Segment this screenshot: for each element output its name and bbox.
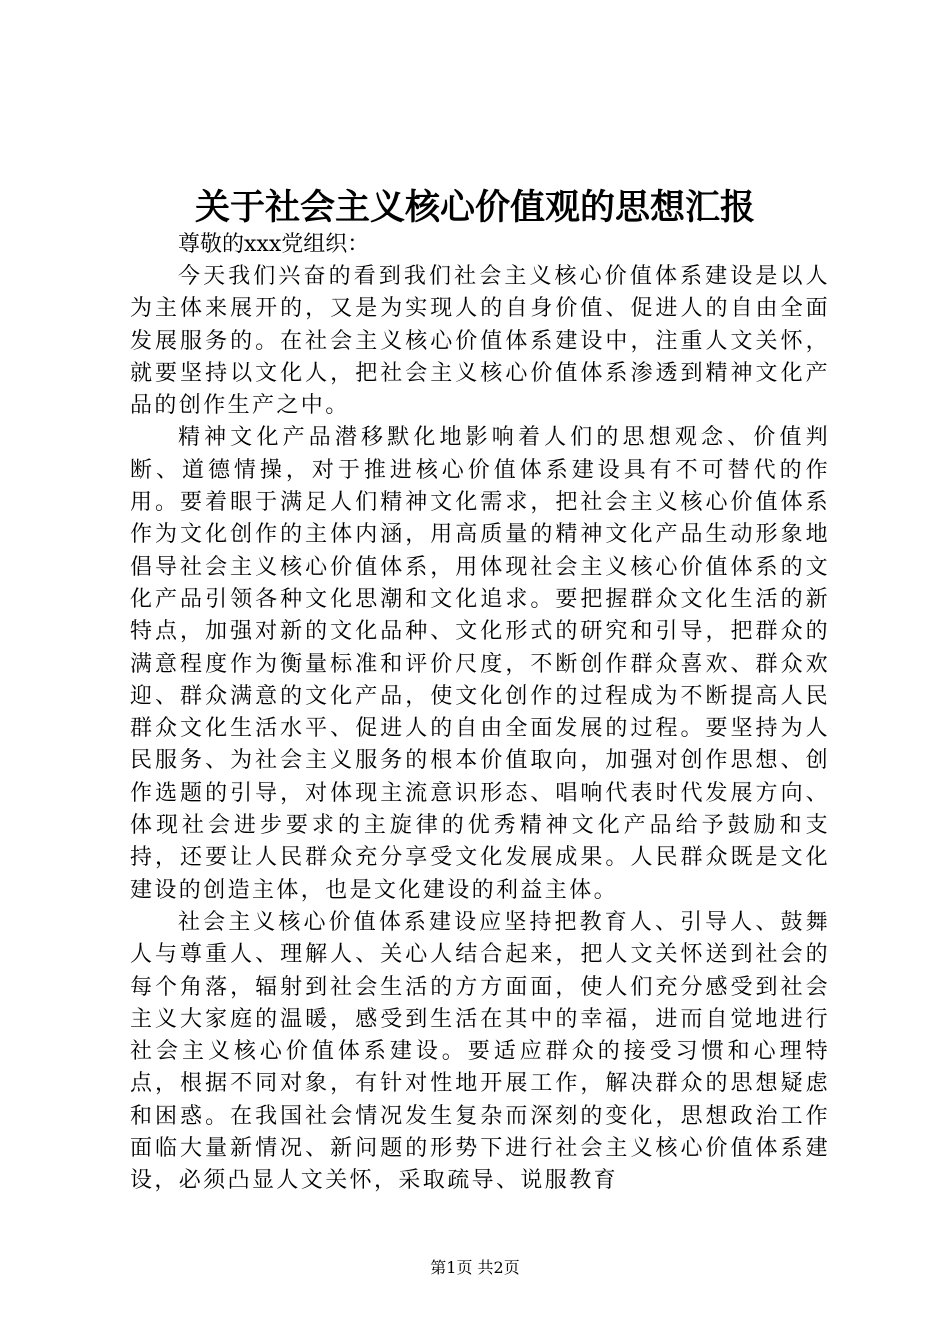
document-title: 关于社会主义核心价值观的思想汇报 <box>194 187 755 228</box>
document-body <box>130 229 830 1198</box>
paragraph-2: 精神文化产品潜移默化地影响着人们的思想观念、价值判断、道德情操，对于推进核心价值体系建设具有不可替代的作用。要着眼于满足人们精神文化需求，把社会主义核心价值体系作为文化创作的主体内涵，用高质量的精神文化产品生动形象地倡导社会主义核心价值体系，用体现社会主义核心价值体系的文化产品引领各种文化思潮和文化追求。要把握群众文化生活的新特点，加强对新的文化品种、文化形式的研究和引导，把群众的满意程度作为衡量标准和评价尺度，不断创作群众喜欢、群众欢迎、群众满意的文化产品，使文化创作的过程成为不断提高人民群众文化生活水平、促进人的自由全面发展的过程。要坚持为人民服务、为社会主义服务的根本价值取向，加强对创作思想、创作选题的引导，对体现主流意识形态、唱响代表时代发展方向、体现社会进步要求的主旋律的优秀精神文化产品给予鼓励和支持，还要让人民群众充分享受文化发展成果。人民群众既是文化建设的创造主体，也是文化建设的利益主体。 <box>130 425 830 903</box>
paragraph-1: 今天我们兴奋的看到我们社会主义核心价值体系建设是以人为主体来展开的，又是为实现人的自身价值、促进人的自由全面发展服务的。在社会主义核心价值体系建设中，注重人文关怀，就要坚持以文化人，把社会主义核心价值体系渗透到精神文化产品的创作生产之中。 <box>130 264 830 419</box>
paragraph-3: 社会主义核心价值体系建设应坚持把教育人、引导人、鼓舞人与尊重人、理解人、关心人结合起来，把人文关怀送到社会的每个角落，辐射到社会生活的方方面面，使人们充分感受到社会主义大家庭的温暖，感受到生活在其中的幸福，进而自觉地进行社会主义核心价值体系建设。要适应群众的接受习惯和心理特点，根据不同对象，有针对性地开展工作，解决群众的思想疑虑和困惑。在我国社会情况发生复杂而深刻的变化，思想政治工作面临大量新情况、新问题的形势下进行社会主义核心价值体系建设，必须凸显人文关怀，采取疏导、说服教育 <box>130 909 830 1194</box>
page-footer: 第1页 共2页 <box>430 1258 520 1277</box>
salutation: 尊敬的xxx党组织： <box>178 232 370 257</box>
